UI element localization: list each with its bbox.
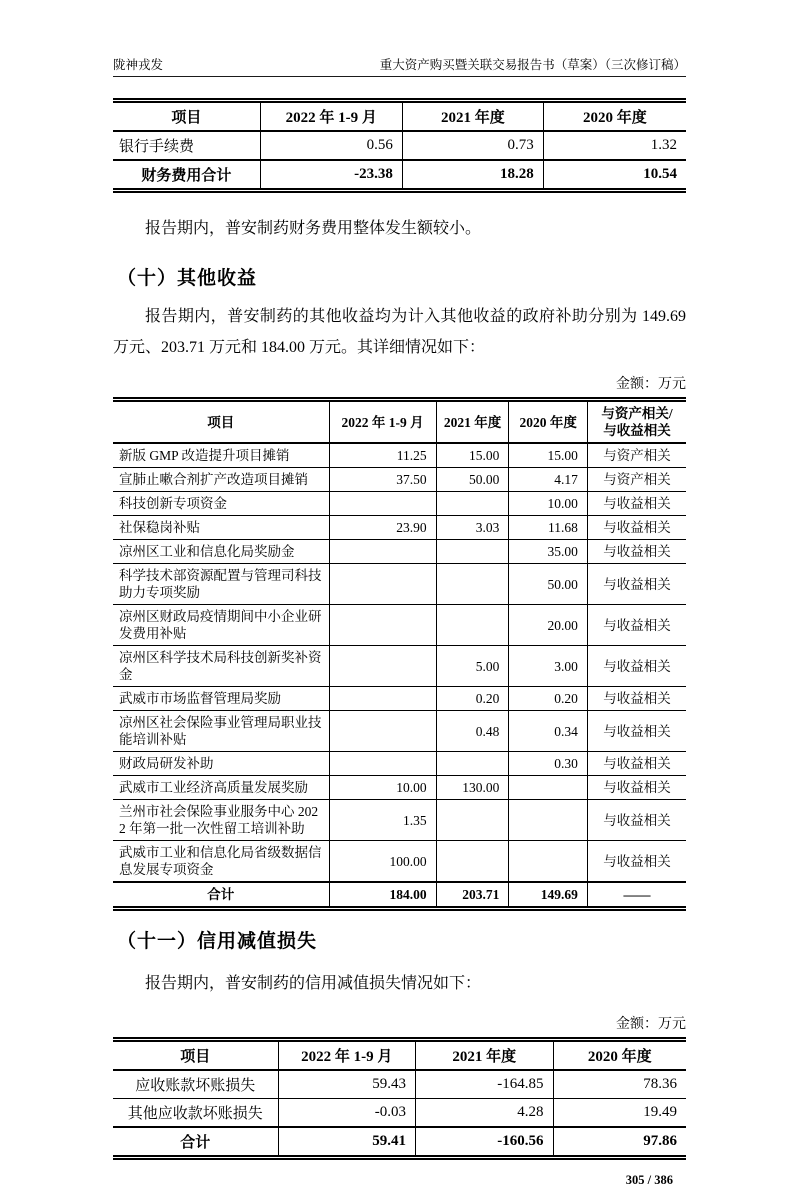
value-2021: 130.00 — [436, 776, 509, 800]
table-row — [113, 564, 686, 605]
credit-loss-intro: 报告期内，普安制药的信用减值损失情况如下： — [145, 975, 482, 992]
total-label: 财务费用合计 — [113, 160, 260, 191]
value-2021 — [436, 564, 509, 605]
total-2020: 10.54 — [543, 160, 686, 191]
col-2022: 2022 年 1-9 月 — [329, 400, 436, 444]
row-label: 宣肺止嗽合剂扩产改造项目摊销 — [113, 468, 329, 492]
table-row — [113, 540, 686, 564]
table-row — [113, 841, 686, 883]
value-2021: 0.20 — [436, 687, 509, 711]
unit-label: 金额：万元 — [616, 377, 686, 392]
row-label: 凉州区工业和信息化局奖励金 — [113, 540, 329, 564]
value-2022: 37.50 — [329, 468, 436, 492]
total-2022: 184.00 — [329, 882, 436, 909]
header-report-title: 重大资产购买暨关联交易报告书（草案）（三次修订稿） — [379, 58, 686, 72]
unit-label: 金额：万元 — [616, 1017, 686, 1032]
related-type: 与收益相关 — [587, 711, 686, 752]
finance-expense-table — [113, 98, 686, 193]
table-total-row — [113, 1127, 686, 1158]
value-2022: 1.35 — [329, 800, 436, 841]
value-2022 — [329, 605, 436, 646]
col-item: 项目 — [113, 400, 329, 444]
row-label: 凉州区财政局疫情期间中小企业研发费用补贴 — [113, 605, 329, 646]
total-2021: -160.56 — [416, 1127, 554, 1158]
value-2021: 5.00 — [436, 646, 509, 687]
col-2021: 2021 年度 — [436, 400, 509, 444]
value-2022: 23.90 — [329, 516, 436, 540]
related-type: 与收益相关 — [587, 605, 686, 646]
value-2022: 11.25 — [329, 443, 436, 468]
col-2022: 2022 年 1-9 月 — [278, 1040, 416, 1071]
value-2021: 50.00 — [436, 468, 509, 492]
section-heading-credit-loss: （十一）信用减值损失 — [117, 931, 318, 952]
value-2022: 59.43 — [278, 1070, 416, 1099]
page-number: 305 / 386 — [625, 1173, 673, 1187]
related-type: 与收益相关 — [587, 800, 686, 841]
value-2021: 15.00 — [436, 443, 509, 468]
total-2020: 97.86 — [553, 1127, 686, 1158]
value-2021 — [436, 605, 509, 646]
row-label: 其他应收款坏账损失 — [113, 1099, 278, 1128]
related-type: 与收益相关 — [587, 752, 686, 776]
value-2020 — [509, 841, 588, 883]
value-2021: 0.48 — [436, 711, 509, 752]
total-2021: 18.28 — [402, 160, 543, 191]
table-total-row — [113, 160, 686, 191]
value-2020: 10.00 — [509, 492, 588, 516]
row-label: 科技创新专项资金 — [113, 492, 329, 516]
col-2022: 2022 年 1-9 月 — [260, 101, 402, 132]
value-2020: 15.00 — [509, 443, 588, 468]
table-header-row — [113, 1040, 686, 1071]
total-2022: -23.38 — [260, 160, 402, 191]
value-2020: 50.00 — [509, 564, 588, 605]
table-row — [113, 800, 686, 841]
col-item: 项目 — [113, 101, 260, 132]
value-2022 — [329, 646, 436, 687]
table-header-row — [113, 400, 686, 444]
related-type: 与收益相关 — [587, 776, 686, 800]
section-heading-other-income: （十）其他收益 — [117, 268, 258, 289]
row-label: 财政局研发补助 — [113, 752, 329, 776]
total-2020: 149.69 — [509, 882, 588, 909]
row-label: 科学技术部资源配置与管理司科技助力专项奖励 — [113, 564, 329, 605]
col-2020: 2020 年度 — [509, 400, 588, 444]
row-label: 新版 GMP 改造提升项目摊销 — [119, 448, 290, 463]
value-2020: 11.68 — [509, 516, 588, 540]
related-type: 与资产相关 — [587, 468, 686, 492]
col-2020: 2020 年度 — [543, 101, 686, 132]
related-type: 与收益相关 — [587, 540, 686, 564]
value-2022: -0.03 — [278, 1099, 416, 1128]
value-2021 — [436, 841, 509, 883]
value-2022: 0.56 — [260, 131, 402, 160]
row-label: 银行手续费 — [119, 139, 195, 155]
value-2020: 4.17 — [509, 468, 588, 492]
value-2021 — [436, 800, 509, 841]
finance-note-paragraph: 报告期内，普安制药财务费用整体发生额较小。 — [145, 220, 482, 237]
col-2021: 2021 年度 — [402, 101, 543, 132]
value-2020: 3.00 — [509, 646, 588, 687]
running-header — [113, 55, 686, 77]
credit-loss-table — [113, 1037, 686, 1160]
value-2021: 3.03 — [436, 516, 509, 540]
related-type: 与收益相关 — [587, 564, 686, 605]
col-2020: 2020 年度 — [553, 1040, 686, 1071]
col-item: 项目 — [113, 1040, 278, 1071]
related-type: 与收益相关 — [587, 646, 686, 687]
table-row — [113, 711, 686, 752]
value-2022: 10.00 — [329, 776, 436, 800]
table-total-row — [113, 882, 686, 909]
value-2020: 20.00 — [509, 605, 588, 646]
value-2020: 0.30 — [509, 752, 588, 776]
total-type-dash: —— — [587, 882, 686, 909]
table-row — [113, 776, 686, 800]
total-label: 合计 — [113, 1127, 278, 1158]
value-2022: 100.00 — [329, 841, 436, 883]
value-2021: 0.73 — [402, 131, 543, 160]
value-2020: 35.00 — [509, 540, 588, 564]
table-row — [113, 516, 686, 540]
value-2022 — [329, 564, 436, 605]
total-label: 合计 — [113, 882, 329, 909]
value-2020: 0.34 — [509, 711, 588, 752]
table-row — [113, 687, 686, 711]
related-type: 与收益相关 — [587, 687, 686, 711]
value-2021: 4.28 — [416, 1099, 554, 1128]
table-row — [113, 443, 686, 468]
value-2022 — [329, 540, 436, 564]
value-2022 — [329, 687, 436, 711]
row-label: 武威市工业经济高质量发展奖励 — [113, 776, 329, 800]
value-2021 — [436, 540, 509, 564]
value-2020 — [509, 800, 588, 841]
table-row — [113, 752, 686, 776]
related-type: 与资产相关 — [587, 443, 686, 468]
related-type: 与收益相关 — [587, 841, 686, 883]
row-label: 武威市工业和信息化局省级数据信息发展专项资金 — [113, 841, 329, 883]
value-2022 — [329, 752, 436, 776]
table-row — [113, 468, 686, 492]
row-label: 社保稳岗补贴 — [113, 516, 329, 540]
value-2021 — [436, 752, 509, 776]
related-type: 与收益相关 — [587, 516, 686, 540]
table-row — [113, 1099, 686, 1128]
value-2022 — [329, 492, 436, 516]
col-2021: 2021 年度 — [416, 1040, 554, 1071]
value-2020: 1.32 — [543, 131, 686, 160]
row-label: 兰州市社会保险事业服务中心 2022 年第一批一次性留工培训补助 — [113, 800, 329, 841]
row-label: 应收账款坏账损失 — [135, 1078, 256, 1094]
total-2021: 203.71 — [436, 882, 509, 909]
total-2022: 59.41 — [278, 1127, 416, 1158]
other-income-intro: 报告期内，普安制药的其他收益均为计入其他收益的政府补助分别为 149.69 万元、203.71 万元和 184.00 万元。其详细情况如下： — [113, 308, 686, 356]
value-2020: 0.20 — [509, 687, 588, 711]
row-label: 武威市市场监督管理局奖励 — [113, 687, 329, 711]
other-income-table — [113, 397, 686, 911]
value-2020 — [509, 776, 588, 800]
value-2022 — [329, 711, 436, 752]
table-row — [113, 1070, 686, 1099]
table-row — [113, 646, 686, 687]
header-company: 陇神戎发 — [113, 58, 164, 72]
table-row — [113, 131, 686, 160]
col-asset-or-income-related: 与资产相关/ 与收益相关 — [587, 400, 686, 444]
row-label: 凉州区社会保险事业管理局职业技能培训补贴 — [113, 711, 329, 752]
table-row — [113, 605, 686, 646]
value-2021 — [436, 492, 509, 516]
row-label: 凉州区科学技术局科技创新奖补资金 — [113, 646, 329, 687]
table-header-row — [113, 101, 686, 132]
related-type: 与收益相关 — [587, 492, 686, 516]
value-2020: 78.36 — [553, 1070, 686, 1099]
table-row — [113, 492, 686, 516]
value-2020: 19.49 — [553, 1099, 686, 1128]
value-2021: -164.85 — [416, 1070, 554, 1099]
